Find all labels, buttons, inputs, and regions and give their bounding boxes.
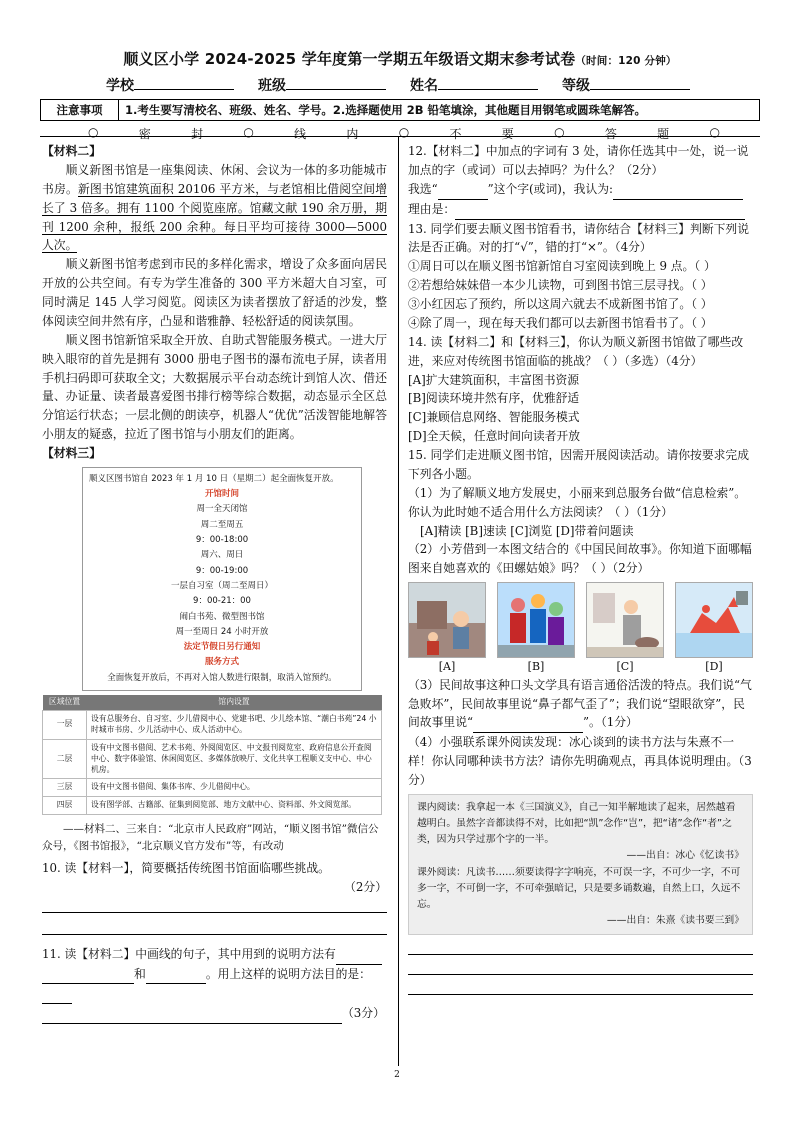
q13-item[interactable]: ①周日可以在顺义图书馆新馆自习室阅读到晚上 9 点。（ ）: [408, 259, 716, 274]
q12-ans-b: ”这个字(或词)，我认为:: [487, 181, 614, 196]
exam-header: [40, 48, 760, 142]
school-label: 学校: [106, 78, 134, 94]
notice-box: [40, 99, 760, 121]
floor-cell: 一层: [43, 710, 87, 739]
floor-cell: 三层: [43, 779, 87, 797]
q13-item[interactable]: ③小红因忘了预约，所以这周六就去不成新图书馆了。（ ）: [408, 297, 713, 311]
q12-reason: [408, 200, 753, 220]
material-2-paragraph-1: [42, 161, 387, 255]
answer-line[interactable]: [408, 979, 753, 995]
q11-answer-line[interactable]: [42, 1004, 342, 1024]
q14-option[interactable]: [D]全天候，任意时间向读者开放: [408, 429, 581, 444]
picture-option-b[interactable]: [497, 582, 575, 676]
extracurricular-reading: 课外阅读：凡读书……须要读得字字响亮，不可误一字，不可少一字，不可多一字，不可倒一字，不可牵强暗记，只是要多诵数遍，自然上口，久远不忘。: [417, 866, 741, 910]
facility-cell: 设有中文图书借阅、集体书库、少儿借阅中心。: [87, 779, 382, 797]
q12-answer: [408, 180, 753, 200]
facility-cell: 设有总服务台、自习室、少儿借阅中心、党建书吧、少儿绘本馆、“潮白书苑”24 小时城市书房、少儿活动中心、成人活动中心。: [87, 710, 382, 739]
q11-text-a: 11. 读【材料二】中画线的句子，其中用到的说明方法有: [42, 946, 336, 961]
answer-line[interactable]: [408, 959, 753, 975]
illustration-image: [408, 582, 486, 658]
table-header: 区域位置: [43, 695, 87, 710]
question-14: 14. 读【材料二】和【材料三】，你认为顺义新图书馆做了哪些改进，来应对传统图书馆面临的挑战？（ ）（多选）（4分）: [408, 334, 744, 368]
q12-blank-reason[interactable]: [455, 200, 745, 220]
q11-blank-1[interactable]: [336, 945, 382, 965]
answer-line[interactable]: [408, 939, 753, 955]
material-2-title: 【材料二】: [42, 144, 101, 158]
illustration-image: [497, 582, 575, 658]
q13-item[interactable]: ④除了周一，现在每天我们都可以去新图书馆看书了。（ ）: [408, 315, 713, 330]
question-15-1: （1）为了解顺义地方发展史，小丽来到总服务台做“信息检索”。你认为此时她不适合用什么方法阅读？（ ）（1分）: [408, 485, 747, 519]
picture-option-c[interactable]: [586, 582, 664, 676]
question-15-3: [408, 676, 753, 734]
extracurricular-citation: ——出自：朱熹《读书要三到》: [606, 915, 744, 927]
card-open-title: 开馆时间: [204, 489, 239, 500]
q14-option[interactable]: [A]扩大建筑面积，丰富图书资源: [408, 372, 580, 387]
seal-line: [40, 125, 760, 142]
facility-cell: 设有中文图书借阅、艺术书苑、外阅阅览区、中文报刊阅览室、政府信息公开查阅中心、数字体验馆、休闲阅览区、多媒体放映厅、文化共享工程顺义支中心、中心机房。: [87, 739, 382, 779]
name-label: 姓名: [410, 78, 438, 94]
q11-blank-4[interactable]: [42, 984, 72, 1004]
q14-option[interactable]: [C]兼顾信息网络、智能服务模式: [408, 410, 580, 425]
table-header: 馆内设置: [87, 695, 382, 710]
card-line: 周六、周日: [200, 550, 244, 561]
q13-item[interactable]: ②若想给妹妹借一本少儿读物，可到图书馆三层寻找。（ ）: [408, 278, 713, 293]
card-line: 一层自习室（周二至周日）: [170, 580, 273, 591]
q15-1-options[interactable]: [A]精读 [B]速读 [C]浏览 [D]带着问题读: [420, 523, 634, 538]
illustration-image: [675, 582, 753, 658]
reopening-notice-card: [82, 467, 362, 691]
question-12: 12.【材料二】中加点的字词有 3 处，请你任选其中一处，说一说加点的字（或词）可以去掉吗？为什么？（2分）: [408, 144, 749, 177]
answer-line[interactable]: [42, 919, 387, 935]
q15-3-text-b: ”。（1分）: [583, 715, 638, 730]
card-service-text: 全面恢复开放后，不再对入馆人数进行限制，取消入馆预约。: [107, 672, 337, 683]
floor-cell: 四层: [43, 797, 87, 815]
material-source: ——材料二、三来自：“北京市人民政府”网站，“顺义图书馆”微信公众号，《图书馆报》，“北京顺义官方发布”等，有改动: [42, 823, 379, 853]
q11-text-b: 和: [134, 966, 146, 981]
floor-table: [42, 695, 382, 815]
column-divider: [398, 136, 399, 1066]
q15-3-blank[interactable]: [473, 713, 583, 733]
m2-underlined-sentence: 新图书馆建筑面积 20106 平方米，与老馆相比借阅空间增长了 3 倍多。拥有 1100 个阅览座席。馆藏文献 190 余万册，期刊 1200 余种，报纸 200 余种。每日平均可接待 3000—5000 人次。: [42, 181, 387, 253]
exam-title: [40, 48, 760, 69]
picture-option-a[interactable]: [408, 582, 486, 676]
q15-3-text-a: （3）民间故事这种口头文学具有语言通俗活泼的特点。我们说“气急败坏”，民间故事里说“鼻子都气歪了”；我们说“望眼欲穿”，民间故事里说“: [408, 677, 752, 730]
q12-ans-a: 我选“: [408, 181, 438, 196]
material-2-paragraph-2: 顺义新图书馆考虑到市民的多样化需求，增设了众多面向居民开放的公共空间。有专为学生准备的 300 平方米超大自习室，可同时满足 145 人学习阅览。阅读区为读者摆放了舒适的沙发，整体阅读空间井然有序，凸显和谐雅静、轻松舒适的阅读氛围。: [42, 257, 387, 328]
seal-char: 封: [191, 127, 204, 141]
card-line: 周二至周五: [200, 519, 244, 530]
seal-mark: ○: [398, 125, 410, 139]
material-3-title: 【材料三】: [42, 446, 101, 460]
question-15-4: （4）小强联系课外阅读发现：冰心谈到的读书方法与朱熹不一样！你认同哪种读书方法？请你先明确观点，再具体说明理由。（3分）: [408, 735, 752, 788]
illustration-image: [586, 582, 664, 658]
table-row: [43, 779, 382, 797]
class-label: 班级: [258, 78, 286, 94]
answer-line[interactable]: [42, 897, 387, 913]
page-number: 2: [394, 1070, 400, 1080]
seal-rule: [40, 136, 760, 137]
table-row: [43, 710, 382, 739]
seal-char: 密: [138, 127, 151, 141]
seal-mark: ○: [243, 125, 254, 139]
card-service-title: 服务方式: [204, 657, 239, 668]
question-15: 15. 同学们走进顺义图书馆，因需开展阅读活动。请你按要求完成下列各小题。: [408, 448, 750, 481]
card-line: 9：00-18:00: [195, 535, 249, 546]
reading-comparison-box: [408, 794, 753, 935]
time-note: （时间：120 分钟）: [575, 55, 677, 67]
card-line: 闹白书苑、微型图书馆: [179, 611, 265, 622]
left-column: [42, 142, 387, 1024]
seal-char: 题: [657, 127, 670, 141]
title-text: 顺义区小学 2024-2025 学年度第一学期五年级语文期末参考试卷: [123, 50, 576, 68]
notice-text: 1.考生要写清校名、班级、姓名、学号。2.选择题使用 2B 铅笔填涂，其他题目用钢笔或圆珠笔解答。: [125, 103, 647, 117]
q10-score: （2分）: [344, 879, 387, 894]
card-line: 周一至周日 24 小时开放: [175, 626, 269, 637]
picture-label: [C]: [616, 660, 634, 674]
right-column: [408, 142, 753, 995]
picture-option-d[interactable]: [675, 582, 753, 676]
seal-char: 要: [501, 127, 514, 141]
q12-ans-c: 理由是：: [408, 201, 456, 216]
m2-p1a: 顺义新图书馆是一座集阅读、休闲、会议为一体的多功能城市书房。: [42, 162, 387, 196]
picture-label: [D]: [705, 660, 723, 674]
question-15-2: （2）小芳借到一本图文结合的《中国民间故事》。你知道下面哪幅图来自她喜欢的《田螺姑娘》吗？（ ）（2分）: [408, 542, 752, 576]
card-holiday: 法定节假日另行通知: [183, 642, 261, 653]
card-line: 9：00-21：00: [193, 596, 251, 607]
grade-field[interactable]: [562, 75, 690, 95]
seal-char: 线: [294, 127, 307, 141]
q11-score: （3分）: [342, 1006, 385, 1021]
student-info-fields: [40, 75, 760, 95]
material-2-paragraph-3: 顺义图书馆新馆采取全开放、自助式智能服务模式。一进大厅映入眼帘的首先是拥有 3000 册电子图书的瀑布流电子屏，读者用手机扫码即可获取全文；大数据展示平台动态统计到馆人次、借还量、办证量、读者最喜爱图书排行榜等综合数据，动态显示全区总分馆运行状态；一层北侧的朗读亭，机器人“优优”活泼智能地解答小朋友的疑惑，拉近了图书馆与小朋友们的距离。: [42, 332, 387, 442]
table-row: [43, 739, 382, 779]
picture-label: [B]: [527, 660, 545, 674]
seal-mark: ○: [88, 125, 99, 139]
school-field[interactable]: [106, 75, 234, 95]
question-11: [42, 945, 387, 1025]
card-line: 9：00-19:00: [195, 565, 249, 576]
grade-label: 等级: [562, 78, 590, 94]
seal-mark: ○: [554, 125, 565, 139]
q11-text-c: 。用上这样的说明方法目的是：: [205, 966, 371, 981]
picture-options: [408, 582, 753, 676]
q11-blank-3[interactable]: [146, 965, 206, 985]
seal-mark: ○: [709, 125, 720, 139]
question-10: 10. 读【材料一】，简要概括传统图书馆面临哪些挑战。: [42, 860, 330, 875]
in-class-reading: 课内阅读：我拿起一本《三国演义》，自己一知半解地读了起来，居然越看越明白。虽然字音都读得不对，比如把“凯”念作“岂”，把“诸”念作“者”之类，因为只学过那个字的一半。: [417, 801, 736, 846]
seal-char: 答: [604, 127, 617, 141]
name-field[interactable]: [410, 75, 538, 95]
q12-blank-word[interactable]: [438, 180, 488, 200]
class-field[interactable]: [258, 75, 386, 95]
floor-cell: 二层: [43, 739, 87, 779]
card-line: 周一全天闭馆: [196, 504, 248, 515]
q12-blank-opinion[interactable]: [613, 180, 743, 200]
seal-char: 不: [449, 127, 462, 141]
facility-cell: 设有图学部、古籍部、征集到阅览部、地方文献中心、资料部、外文阅览部。: [87, 797, 382, 815]
question-13: 13. 同学们要去顺义图书馆看书，请你结合【材料三】判断下列说法是否正确。对的打“√”，错的打“×”。（4分）: [408, 221, 750, 255]
notice-label: 注意事项: [41, 100, 119, 120]
picture-label: [A]: [438, 660, 456, 674]
q11-blank-2[interactable]: [42, 965, 134, 985]
card-intro: 顺义区图书馆自 2023 年 1 月 10 日（星期二）起全面恢复开放。: [89, 473, 339, 484]
table-row: [43, 797, 382, 815]
q14-option[interactable]: [B]阅读环境井然有序，优雅舒适: [408, 391, 580, 406]
in-class-citation: ——出自：冰心《忆读书》: [626, 850, 744, 862]
seal-char: 内: [346, 127, 359, 141]
